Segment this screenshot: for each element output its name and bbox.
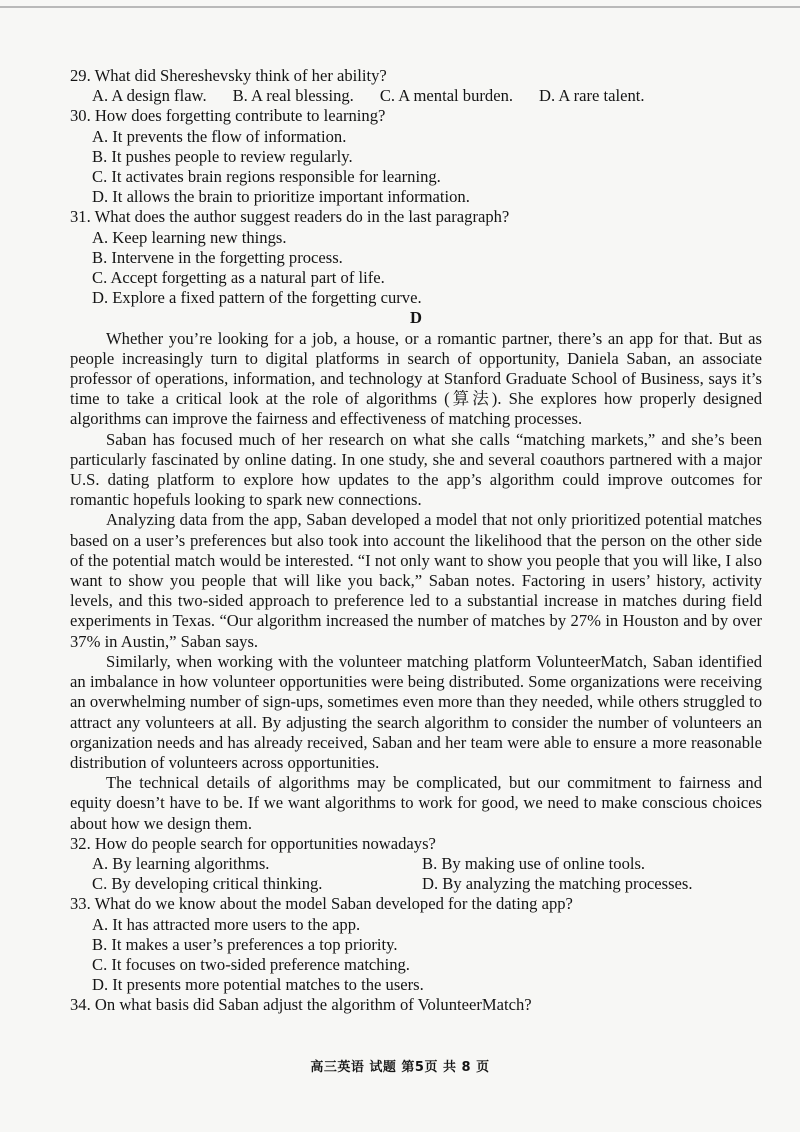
question-32-stem: 32. How do people search for opportunities nowadays?	[70, 833, 436, 853]
question-32-option-a[interactable]: A. By learning algorithms.	[92, 853, 270, 873]
passage-paragraph-5: The technical details of algorithms may be complicated, but our commitment to fairness and equity doesn’t have to be. If we want algorithms to work for good, we need to make conscious choices about how we design them.	[70, 773, 762, 833]
question-30-stem: 30. How does forgetting contribute to learning?	[70, 106, 386, 126]
question-31-option-b[interactable]: B. Intervene in the forgetting process.	[92, 247, 343, 267]
question-29-option-b[interactable]: B. A real blessing.	[232, 86, 354, 106]
page-content	[70, 66, 762, 1016]
top-divider	[0, 6, 800, 8]
section-letter: D	[410, 308, 422, 328]
question-30-option-c[interactable]: C. It activates brain regions responsible for learning.	[92, 167, 441, 187]
passage-paragraph-3: Analyzing data from the app, Saban developed a model that not only prioritized potential matches based on a user’s preferences but also took into account the likelihood that the person on the other side of the potential match would be interested. “I not only want to show you people that you will like, I also want to show you people that will like you back,” Saban notes. Factoring in users’ history, activity levels, and this two-sided approach to preference led to a substantial increase in matches during field experiments in Texas. “Our algorithm increased the number of matches by 27% in Houston and by over 37% in Austin,” Saban says.	[70, 510, 762, 651]
question-32-options-row-1	[92, 854, 762, 874]
question-30-option-b[interactable]: B. It pushes people to review regularly.	[92, 146, 353, 166]
question-29-option-a[interactable]: A. A design flaw.	[92, 86, 207, 106]
question-30-option-a[interactable]: A. It prevents the flow of information.	[92, 126, 347, 146]
passage-paragraph-4: Similarly, when working with the volunteer matching platform VolunteerMatch, Saban identified an imbalance in how volunteer opportunities were being distributed. Some organizations were receiving an overwhelming number of sign-ups, sometimes even more than they needed, while others struggled to attract any volunteers at all. By adjusting the search algorithm to consider the number of volunteers an organization needs and has already received, Saban and her team were able to ensure a more reasonable distribution of volunteers across opportunities.	[70, 651, 762, 772]
question-29-stem: 29. What did Shereshevsky think of her ability?	[70, 66, 387, 85]
passage-paragraph-1: Whether you’re looking for a job, a house, or a romantic partner, there’s an app for that. But as people increasingly turn to digital platforms in search of opportunity, Daniela Saban, an associate professor of operations, information, and technology at Stanford Graduate School of Business, says it’s time to take a critical look at the role of algorithms (算法). She explores how properly designed algorithms can improve the fairness and effectiveness of matching processes.	[70, 328, 762, 429]
question-32-option-b[interactable]: B. By making use of online tools.	[422, 853, 646, 873]
question-33-option-c[interactable]: C. It focuses on two-sided preference matching.	[92, 954, 410, 974]
question-29-option-d[interactable]: D. A rare talent.	[539, 86, 645, 106]
question-32-options-row-2	[92, 874, 762, 894]
question-31-stem: 31. What does the author suggest readers do in the last paragraph?	[70, 207, 510, 227]
question-33-stem: 33. What do we know about the model Saban developed for the dating app?	[70, 894, 573, 914]
question-29-option-c[interactable]: C. A mental burden.	[379, 86, 514, 106]
question-32-option-c[interactable]: C. By developing critical thinking.	[92, 874, 323, 894]
question-33-option-a[interactable]: A. It has attracted more users to the app.	[92, 914, 361, 934]
question-30-option-d[interactable]: D. It allows the brain to prioritize important information.	[92, 187, 470, 207]
question-33-option-b[interactable]: B. It makes a user’s preferences a top priority.	[92, 934, 398, 954]
question-31-option-c[interactable]: C. Accept forgetting as a natural part of life.	[92, 268, 385, 288]
question-29-options	[92, 86, 762, 106]
passage-paragraph-2: Saban has focused much of her research on what she calls “matching markets,” and she’s been particularly fascinated by online dating. In one study, she and several coauthors partnered with a major U.S. dating platform to explore how updates to the app’s algorithm could improve outcomes for romantic hopefuls looking to spark new connections.	[70, 429, 762, 510]
question-31-option-d[interactable]: D. Explore a fixed pattern of the forgetting curve.	[92, 288, 422, 308]
question-31-option-a[interactable]: A. Keep learning new things.	[92, 227, 287, 247]
question-34-stem: 34. On what basis did Saban adjust the algorithm of VolunteerMatch?	[70, 995, 532, 1015]
page-footer: 高三英语 试题 第5页 共 8 页	[310, 1060, 490, 1075]
question-32-option-d[interactable]: D. By analyzing the matching processes.	[422, 874, 693, 894]
question-33-option-d[interactable]: D. It presents more potential matches to the users.	[92, 975, 424, 995]
